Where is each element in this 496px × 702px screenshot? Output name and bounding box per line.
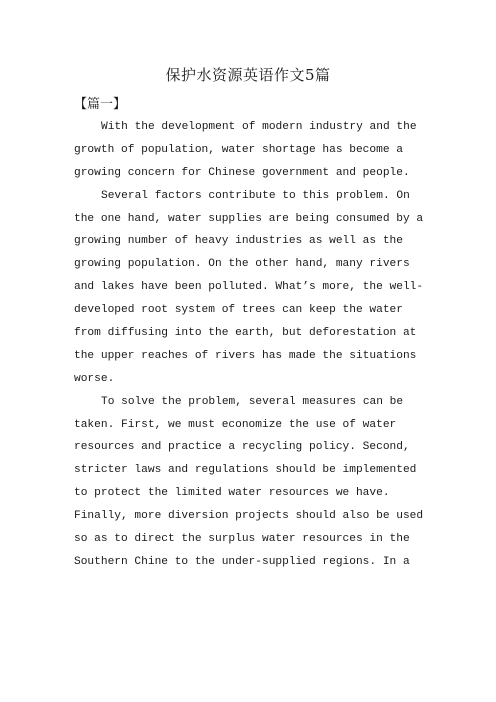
- text-line: growing population. On the other hand, many rivers: [74, 258, 410, 271]
- text-line: developed root system of trees can keep the water: [74, 304, 403, 317]
- text-line: taken. First, we must economize the use of water: [74, 418, 397, 431]
- text-line: and lakes have been polluted. What’s more, the well-: [74, 281, 424, 294]
- text-line: worse.: [74, 372, 115, 385]
- text-line: the one hand, water supplies are being consumed by a: [74, 212, 424, 225]
- text-line: the upper reaches of rivers has made the situations: [74, 349, 417, 362]
- essay-body: [74, 116, 424, 574]
- text-line: growing number of heavy industries as well as the: [74, 235, 403, 248]
- text-line: growth of population, water shortage has become a: [74, 143, 403, 156]
- text-line: resources and practice a recycling policy. Second,: [74, 441, 410, 454]
- text-line: growing concern for Chinese government and people.: [74, 166, 410, 179]
- text-line: Southern Chine to the under-supplied regions. In a: [74, 555, 410, 568]
- text-line: so as to direct the surplus water resources in the: [74, 533, 410, 546]
- text-line: Finally, more diversion projects should also be used: [74, 510, 424, 523]
- section-label: 【篇一】: [74, 97, 127, 112]
- text-line: With the development of modern industry and the: [101, 121, 417, 133]
- text-line: from diffusing into the earth, but deforestation at: [74, 327, 417, 340]
- text-line: Several factors contribute to this problem. On: [101, 189, 410, 202]
- text-line: To solve the problem, several measures can be: [101, 395, 404, 408]
- text-line: to protect the limited water resources we have.: [74, 487, 390, 500]
- text-line: stricter laws and regulations should be implemented: [74, 464, 417, 477]
- document-title: 保护水资源英语作文5篇: [165, 66, 331, 84]
